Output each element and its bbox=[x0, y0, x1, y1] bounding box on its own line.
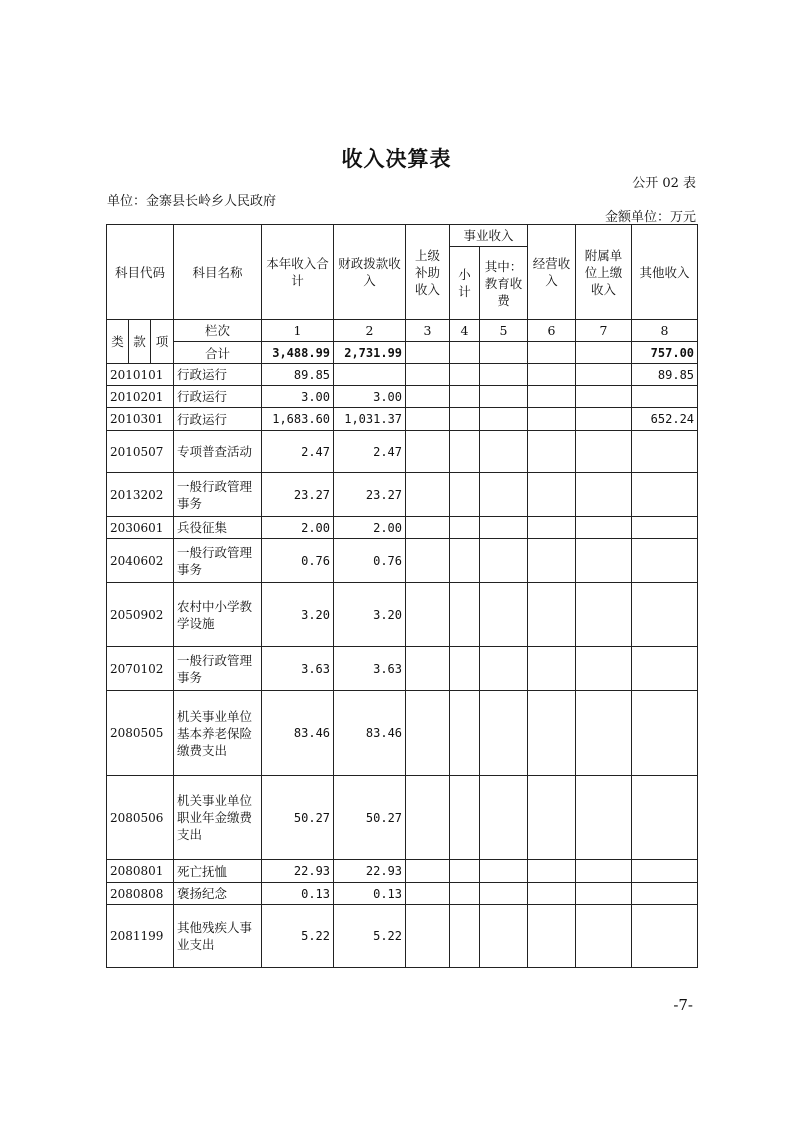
table-row bbox=[107, 539, 698, 583]
row-other bbox=[632, 473, 698, 517]
header-kuan: 款 bbox=[129, 320, 151, 364]
row-code: 2080505 bbox=[107, 691, 174, 776]
header-affiliated: 附属单位上缴收入 bbox=[576, 225, 632, 320]
row-total: 2.47 bbox=[262, 431, 334, 473]
reporting-unit: 单位：金寨县长岭乡人民政府 bbox=[107, 194, 277, 209]
row-name: 其他残疾人事业支出 bbox=[174, 905, 262, 968]
row-fiscal: 5.22 bbox=[334, 905, 406, 968]
row-name: 死亡抚恤 bbox=[174, 860, 262, 883]
table-row bbox=[107, 386, 698, 408]
row-total: 3.00 bbox=[262, 386, 334, 408]
row-name: 兵役征集 bbox=[174, 517, 262, 539]
col-index-2: 2 bbox=[334, 320, 406, 342]
col-index-6: 6 bbox=[528, 320, 576, 342]
row-name: 一般行政管理事务 bbox=[174, 647, 262, 691]
row-fiscal bbox=[334, 364, 406, 386]
header-subtotal: 小计 bbox=[450, 247, 480, 320]
col-index-5: 5 bbox=[480, 320, 528, 342]
header-edu: 其中：教育收费 bbox=[480, 247, 528, 320]
header-fiscal: 财政拨款收入 bbox=[334, 225, 406, 320]
row-other bbox=[632, 386, 698, 408]
row-fiscal: 1,031.37 bbox=[334, 408, 406, 431]
row-name: 一般行政管理事务 bbox=[174, 473, 262, 517]
row-code: 2040602 bbox=[107, 539, 174, 583]
row-other bbox=[632, 691, 698, 776]
row-name: 褒扬纪念 bbox=[174, 883, 262, 905]
amount-unit: 金额单位：万元 bbox=[604, 210, 696, 225]
row-other bbox=[632, 776, 698, 860]
row-name: 机关事业单位职业年金缴费支出 bbox=[174, 776, 262, 860]
row-other bbox=[632, 431, 698, 473]
table-row bbox=[107, 583, 698, 647]
table-row bbox=[107, 776, 698, 860]
table-row bbox=[107, 431, 698, 473]
row-fiscal: 83.46 bbox=[334, 691, 406, 776]
row-code: 2070102 bbox=[107, 647, 174, 691]
header-business: 事业收入 bbox=[450, 225, 528, 247]
header-other: 其他收入 bbox=[632, 225, 698, 320]
row-code: 2010507 bbox=[107, 431, 174, 473]
row-fiscal: 3.63 bbox=[334, 647, 406, 691]
row-total: 89.85 bbox=[262, 364, 334, 386]
row-code: 2080506 bbox=[107, 776, 174, 860]
row-total: 2.00 bbox=[262, 517, 334, 539]
row-fiscal: 2.00 bbox=[334, 517, 406, 539]
col-index-8: 8 bbox=[632, 320, 698, 342]
row-name: 机关事业单位基本养老保险缴费支出 bbox=[174, 691, 262, 776]
row-other bbox=[632, 517, 698, 539]
row-other bbox=[632, 647, 698, 691]
row-code: 2080801 bbox=[107, 860, 174, 883]
row-fiscal: 2.47 bbox=[334, 431, 406, 473]
row-total: 3.20 bbox=[262, 583, 334, 647]
summary-total: 3,488.99 bbox=[262, 342, 334, 364]
row-code: 2013202 bbox=[107, 473, 174, 517]
row-code: 2010201 bbox=[107, 386, 174, 408]
col-index-1: 1 bbox=[262, 320, 334, 342]
table-row bbox=[107, 905, 698, 968]
row-total: 23.27 bbox=[262, 473, 334, 517]
row-fiscal: 22.93 bbox=[334, 860, 406, 883]
row-fiscal: 23.27 bbox=[334, 473, 406, 517]
row-other bbox=[632, 860, 698, 883]
row-other: 652.24 bbox=[632, 408, 698, 431]
row-name: 行政运行 bbox=[174, 364, 262, 386]
table-row bbox=[107, 364, 698, 386]
row-code: 2010101 bbox=[107, 364, 174, 386]
table-row bbox=[107, 647, 698, 691]
row-name: 一般行政管理事务 bbox=[174, 539, 262, 583]
header-subsidy: 上级补助收入 bbox=[406, 225, 450, 320]
row-fiscal: 3.20 bbox=[334, 583, 406, 647]
table-row bbox=[107, 860, 698, 883]
table-row bbox=[107, 691, 698, 776]
row-code: 2080808 bbox=[107, 883, 174, 905]
row-code: 2030601 bbox=[107, 517, 174, 539]
col-index-7: 7 bbox=[576, 320, 632, 342]
header-xiang: 项 bbox=[151, 320, 174, 364]
header-lanci: 栏次 bbox=[174, 320, 262, 342]
row-name: 行政运行 bbox=[174, 408, 262, 431]
row-code: 2010301 bbox=[107, 408, 174, 431]
row-total: 3.63 bbox=[262, 647, 334, 691]
header-total: 本年收入合计 bbox=[262, 225, 334, 320]
header-lei: 类 bbox=[107, 320, 129, 364]
table-row bbox=[107, 883, 698, 905]
row-name: 行政运行 bbox=[174, 386, 262, 408]
col-index-4: 4 bbox=[450, 320, 480, 342]
table-row bbox=[107, 408, 698, 431]
row-fiscal: 3.00 bbox=[334, 386, 406, 408]
row-fiscal: 50.27 bbox=[334, 776, 406, 860]
income-table bbox=[106, 224, 698, 968]
header-name: 科目名称 bbox=[174, 225, 262, 320]
header-operating: 经营收入 bbox=[528, 225, 576, 320]
col-index-3: 3 bbox=[406, 320, 450, 342]
row-total: 0.13 bbox=[262, 883, 334, 905]
form-number: 公开 02 表 bbox=[632, 176, 696, 191]
summary-label: 合计 bbox=[174, 342, 262, 364]
row-total: 22.93 bbox=[262, 860, 334, 883]
row-total: 1,683.60 bbox=[262, 408, 334, 431]
table-row bbox=[107, 517, 698, 539]
row-code: 2081199 bbox=[107, 905, 174, 968]
row-total: 5.22 bbox=[262, 905, 334, 968]
row-name: 农村中小学教学设施 bbox=[174, 583, 262, 647]
row-total: 83.46 bbox=[262, 691, 334, 776]
row-fiscal: 0.13 bbox=[334, 883, 406, 905]
summary-fiscal: 2,731.99 bbox=[334, 342, 406, 364]
row-other: 89.85 bbox=[632, 364, 698, 386]
row-other bbox=[632, 905, 698, 968]
row-other bbox=[632, 583, 698, 647]
table-row bbox=[107, 473, 698, 517]
summary-other: 757.00 bbox=[632, 342, 698, 364]
row-total: 50.27 bbox=[262, 776, 334, 860]
row-fiscal: 0.76 bbox=[334, 539, 406, 583]
row-name: 专项普查活动 bbox=[174, 431, 262, 473]
header-code: 科目代码 bbox=[107, 225, 174, 320]
page-number: -7- bbox=[673, 996, 693, 1014]
row-other bbox=[632, 883, 698, 905]
row-other bbox=[632, 539, 698, 583]
row-code: 2050902 bbox=[107, 583, 174, 647]
summary-row bbox=[107, 342, 698, 364]
page-title: 收入决算表 bbox=[341, 146, 452, 171]
row-total: 0.76 bbox=[262, 539, 334, 583]
